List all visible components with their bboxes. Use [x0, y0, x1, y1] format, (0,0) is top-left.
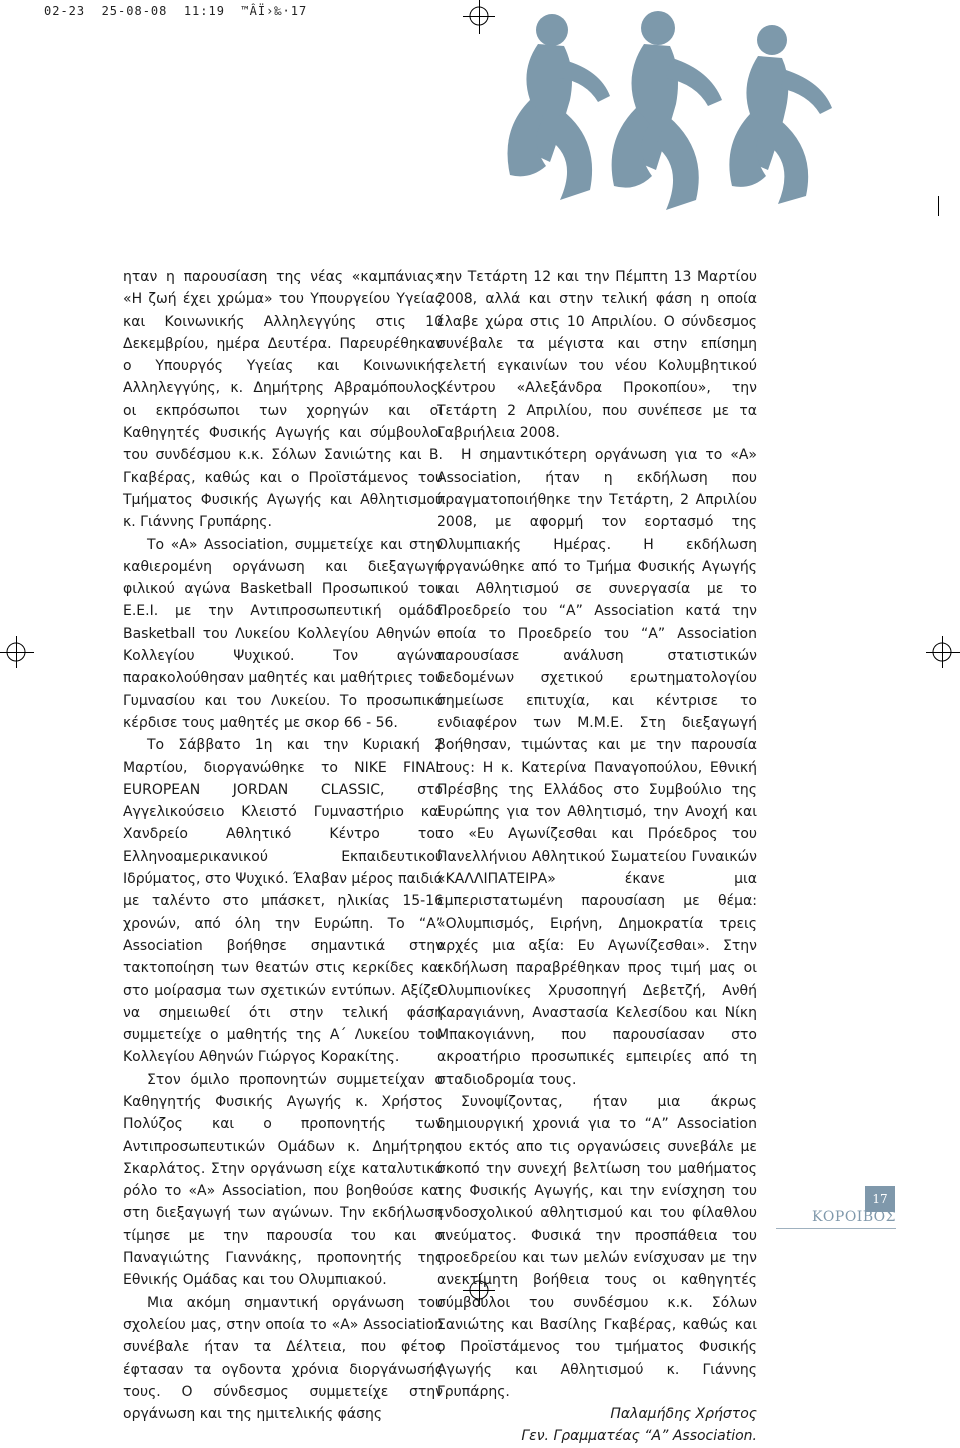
- left-column: [123, 266, 443, 1425]
- paragraph: Μια ακόμη σημαντική οργάνωση του σχολείου μας, στην οποία το «Α» Association συνέβαλε ήταν τα Δέλτεια, που φέτος έφτασαν τα ογδοντα χρόνια διοργάνωσής τους. Ο σύνδεσμος συμμετείχε στην οργάνωση και της ημιτελικής φάσης: [123, 1294, 443, 1423]
- registration-mark-right-icon: [927, 637, 957, 667]
- paragraph: ηταν η παρουσίαση της νέας «καμπάνιας» «Η ζωή έχει χρώμα» του Υπουργείου Υγείας και Κοινωνικής Αλληλεγγύης στις 10 Δεκεμβρίου, ημέρα Δευτέρα. Παρευρέθηκαν ο Υπουργός Υγείας και Κοινωνικής Αλληλεγγύης, κ. Δημήτρης Αβραμόπουλος, οι εκπρόσωποι των χορηγών και οι Καθηγητές Φυσικής Αγωγής και σύμβουλοι του συνδέσμου κ.κ. Σόλων Σανιώτης και Β. Γκαβέρας, καθώς και ο Προϊστάμενος του Τμήματος Φυσικής Αγωγής και Αθλητισμού κ. Γιάννης Γρυπάρης.: [123, 269, 443, 531]
- brand-underline: [776, 1228, 896, 1229]
- signature-title: Γεν. Γραμματέας “Α” Association.: [521, 1428, 757, 1445]
- paragraph: Στον όμιλο προπονητών συμμετείχαν ο Καθηγητής Φυσικής Αγωγής κ. Χρήστος Πολύζος και ο προπονητής των Αντιπροσωπευτικών Ομάδων κ. Δημήτρης Σκαρλάτος. Στην οργάνωση είχε καταλυτικό ρόλο το «Α» Association, που βοηθούσε και στη διεξαγωγή των αγώνων. Την εκδήλωση τίμησε με την παρουσία του και ο Παναγιώτης Γιαννάκης, προπονητής της Εθνικής Ομάδας και του Ολυμπιακού.: [123, 1071, 443, 1289]
- paragraph: Συνοψίζοντας, ήταν μια άκρως δημιουργική χρονιά για το “Α” Association που εκτός απο τις οργανώσεις συνεβάλε με σκοπό την συνεχή βελτίωση του μαθήματος της Φυσικής Αγωγής, και την ενίσχηση του ενδοσχολικού αθλητισμού και του φίλαθλου πνεύματος. Φυσικά την προσπάθεια του προεδρείου και των μελών ενίσχυσαν με την ανεκτίμητη βοήθεια τους οι καθηγητές σύμβουλοι του συνδέσμου κ.κ. Σόλων Σανιώτης και Βασίλης Γκαβέρας, καθώς και ο Προϊστάμενος του τμήματος Φυσικής Αγωγής και Αθλητισμού κ. Γιάννης Γρυπάρης.: [437, 1093, 757, 1400]
- page-number: 17: [865, 1186, 895, 1212]
- paragraph: Το «Α» Association, συμμετείχε και στην καθιερομένη οργάνωση και διεξαγωγή φιλικού αγώνα Basketball Προσωπικού του Ε.Ε.Ι. με την Αντιπροσωπευτική ομάδα Basketball του Λυκείου Κολλεγίου Αθηνών - Κολλεγίου Ψυχικού. Τον αγώνα παρακολούθησαν μαθητές και μαθήτριες του Γυμνασίου και του Λυκείου. Το προσωπικό κέρδισε τους μαθητές με σκορ 66 - 56.: [123, 536, 443, 731]
- signature-name: Παλαμήδης Χρήστος: [610, 1406, 757, 1423]
- registration-mark-top-icon: [464, 1, 494, 31]
- print-slug: 02-23 25-08-08 11:19 ™ÂÏ›‰·17: [44, 4, 308, 18]
- magazine-brand: ΚΟΡΟΙΒΟΣ: [811, 1209, 896, 1225]
- registration-mark-left-icon: [1, 637, 31, 667]
- ancient-runners-figure-icon: [500, 0, 940, 218]
- paragraph: Η σημαντικότερη οργάνωση για το «Α» Association, ήταν η εκδήλωση που πραγματοποιήθηκε την Τετάρτη, 2 Απριλίου 2008, με αφορμή τον εορτασμό της Ολυμπιακής Ημέρας. Η εκδήλωση οργανώθηκε από το Τμήμα Φυσικής Αγωγής και Αθλητισμού σε συνεργασία με το Προεδρείο του “Α” Association κατά την οποία το Προεδρείο του “Α” Association παρουσίασε ανάλυση στατιστικών δεδομένων σχετικού ερωτηματολογίου σημείωσε επιτυχία, και κέντρισε το ενδιαφέρον των Μ.Μ.Ε. Στη διεξαγωγή βοήθησαν, τιμώντας και με την παρουσία τους: Η κ. Κατερίνα Παναγοπούλου, Εθνική Πρέσβης της Ελλάδος στο Συμβούλιο της Ευρώπης για τον Αθλητισμό, την Ανοχή και το «Ευ Αγωνίζεσθαι και Πρόεδρος του Πανελλήνιου Αθλητικού Σωματείου Γυναικών «ΚΑΛΛΙΠΑΤΕΙΡΑ» έκανε μια εμπεριστατωμένη παρουσίαση με θέμα: «Ολυμπισμός, Ειρήνη, Δημοκρατία τρεις αρχές μια αξία: Ευ Αγωνίζεσθαι». Στην εκδήλωση παραβρέθηκαν προς τιμή μας οι Ολυμπιονίκες Χρυσοπηγή Δεβετζή, Ανθή Καραγιάννη, Αναστασία Κελεσίδου και Νίκη Μπακογιάννη, που παρουσίασαν στο ακροατήριο προσωπικές εμπειρίες από τη σταδιοδρομία τους.: [437, 447, 757, 1088]
- right-column: [437, 266, 757, 1448]
- paragraph: Το Σάββατο 1η και την Κυριακή 2 Μαρτίου, διοργανώθηκε το NIKE FINAL EUROPEAN JORDAN CLASSIC, στο Αγγελικούσειο Κλειστό Γυμναστήριο και Χανδρείο Αθλητικό Κέντρο του Ελληνοαμερικανικού Εκπαιδευτικού Ιδρύματος, στο Ψυχικό. Έλαβαν μέρος παιδιά με ταλέντο στο μπάσκετ, ηλικίας 15-16 χρονών, από όλη την Ευρώπη. Το “Α” Association βοήθησε σημαντικά στην τακτοποίηση των θεατών στις κερκίδες και στο μοίρασμα των σχετικών εντύπων. Αξίζει να σημειωθεί ότι στην τελική φάση συμμετείχε ο μαθητής της Α΄ Λυκείου του Κολλεγίου Αθηνών Γιώργος Κορακίτης.: [123, 737, 443, 1066]
- paragraph: την Τετάρτη 12 και την Πέμπτη 13 Μαρτίου 2008, αλλά και στην τελική φάση η οποία έλαβε χώρα στις 10 Απριλίου. Ο σύνδεσμος συνέβαλε τα μέγιστα και στην επίσημη τελετή εγκαινίων του νέου Κολυμβητικού Κέντρου «Αλεξάνδρα Προκοπίου», την Τετάρτη 2 Απριλίου, που συνέπεσε με τα Γαβριήλεια 2008.: [437, 269, 757, 442]
